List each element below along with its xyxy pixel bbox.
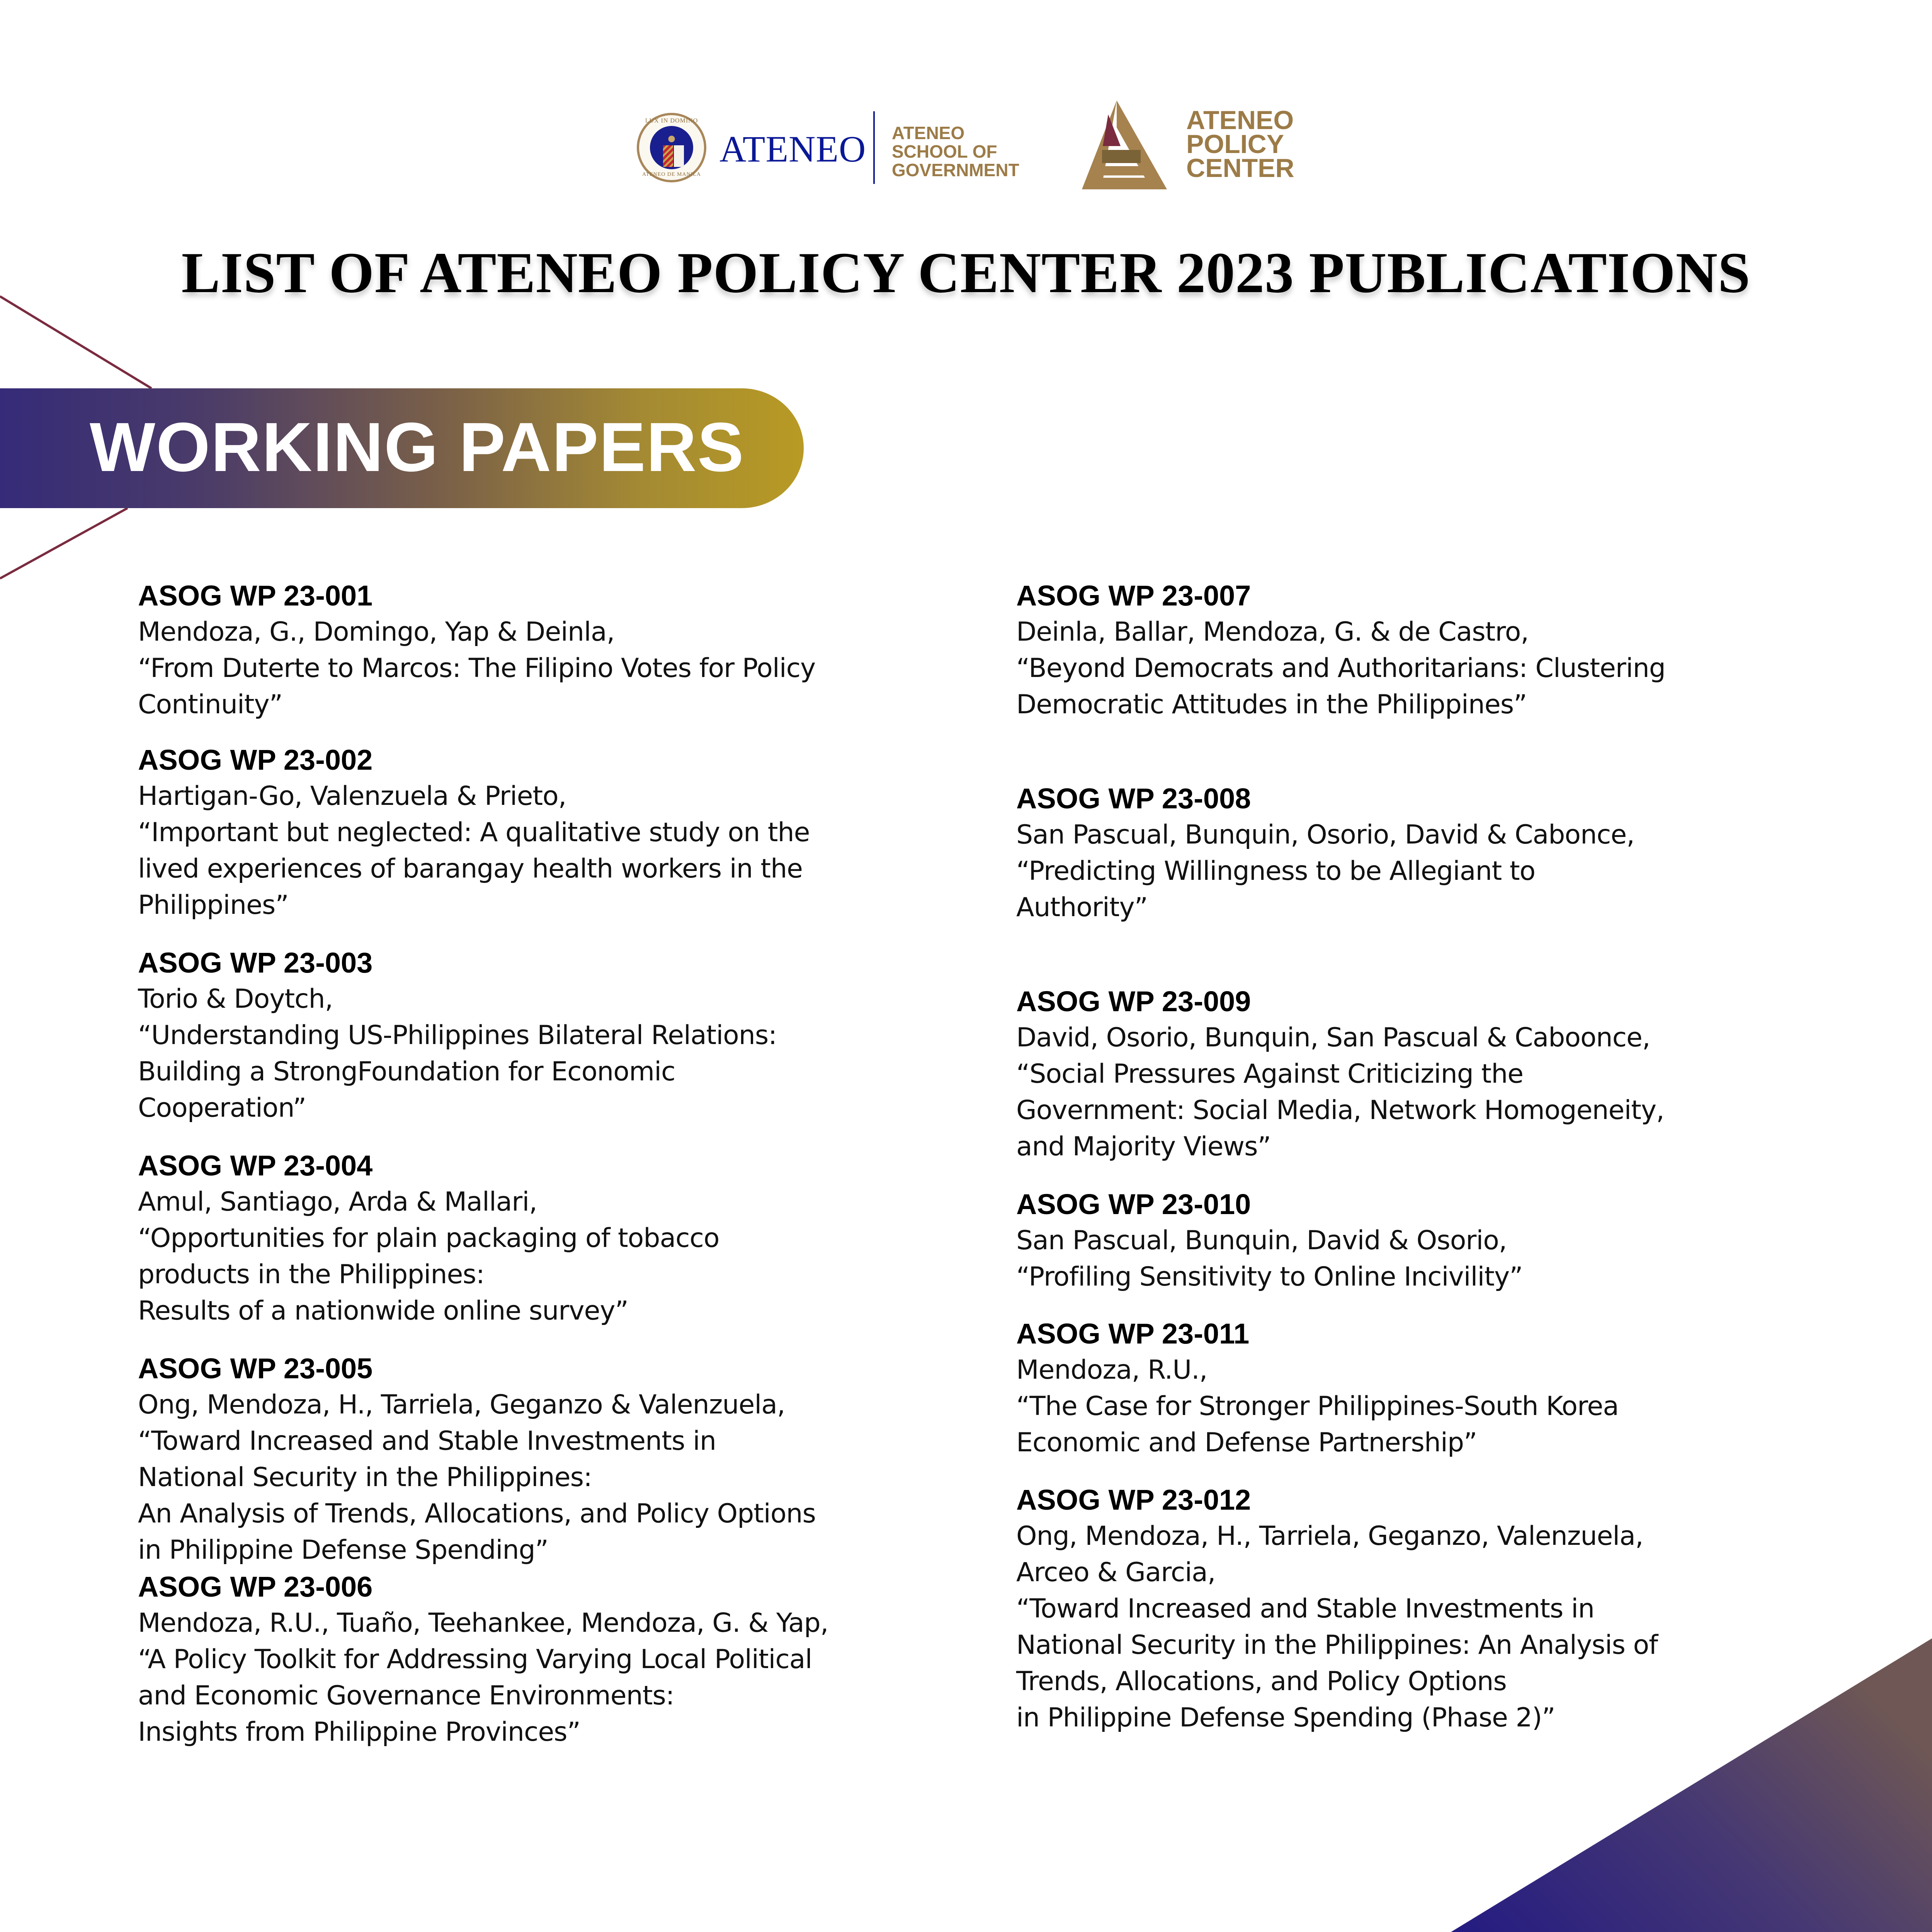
paper-title-line: An Analysis of Trends, Allocations, and Policy Options <box>138 1498 816 1529</box>
decorative-line-upper <box>0 296 151 388</box>
paper-title-line: and Economic Governance Environments: <box>138 1680 674 1711</box>
paper-title-line: “Beyond Democrats and Authoritarians: Clustering <box>1016 653 1665 684</box>
paper-title-line: National Security in the Philippines: <box>138 1462 592 1493</box>
policy-center-triangle-icon <box>1074 100 1167 189</box>
paper-id: ASOG WP 23-011 <box>1016 1318 1250 1350</box>
paper-entry <box>1016 983 1828 1165</box>
paper-entry <box>138 1350 969 1568</box>
paper-title-line: Trends, Allocations, and Policy Options <box>1016 1666 1507 1697</box>
paper-title-line: Cooperation” <box>138 1093 306 1123</box>
policy-center-logo-text <box>1186 105 1294 183</box>
paper-title-line: in Philippine Defense Spending (Phase 2)” <box>1016 1702 1555 1733</box>
paper-title-line: “A Policy Toolkit for Addressing Varying Local Political <box>138 1644 812 1675</box>
paper-id: ASOG WP 23-005 <box>138 1352 373 1384</box>
paper-id: ASOG WP 23-006 <box>138 1571 373 1603</box>
paper-entry <box>1016 1186 1828 1295</box>
seal-shield-stripes <box>663 145 673 167</box>
decorative-line-lower <box>0 508 128 578</box>
school-of-government-logo <box>892 124 1019 179</box>
apc-line-3: CENTER <box>1186 153 1294 183</box>
paper-title-line: lived experiences of barangay health workers in the <box>138 854 803 884</box>
paper-id: ASOG WP 23-012 <box>1016 1484 1251 1516</box>
paper-id: ASOG WP 23-010 <box>1016 1188 1251 1220</box>
paper-entry <box>1016 1316 1828 1461</box>
seal-ring-bottom-text: ATENEO DE MANILA <box>642 172 701 177</box>
paper-authors: San Pascual, Bunquin, David & Osorio, <box>1016 1225 1507 1256</box>
paper-title-line: “The Case for Stronger Philippines-South Korea <box>1016 1391 1619 1422</box>
paper-authors: Mendoza, R.U., Tuaño, Teehankee, Mendoza, G. & Yap, <box>138 1608 828 1638</box>
header-logos <box>634 104 1306 197</box>
paper-authors: Torio & Doytch, <box>138 984 333 1014</box>
section-banner-label: WORKING PAPERS <box>90 408 745 486</box>
paper-id: ASOG WP 23-007 <box>1016 580 1251 612</box>
paper-title-line: Authority” <box>1016 892 1148 923</box>
paper-title-line: Continuity” <box>138 689 282 720</box>
paper-title-line: Government: Social Media, Network Homogeneity, <box>1016 1095 1664 1126</box>
paper-id: ASOG WP 23-002 <box>138 744 373 776</box>
paper-entry <box>138 1569 969 1750</box>
paper-authors: Mendoza, G., Domingo, Yap & Deinla, <box>138 617 615 647</box>
paper-title-line: Results of a nationwide online survey” <box>138 1296 628 1326</box>
logo-divider <box>873 111 875 184</box>
paper-title-line: “From Duterte to Marcos: The Filipino Votes for Policy <box>138 653 816 684</box>
paper-entry <box>138 945 969 1126</box>
paper-entry <box>1016 578 1828 723</box>
paper-authors: Ong, Mendoza, H., Tarriela, Geganzo, Valenzuela, <box>1016 1521 1643 1551</box>
paper-title-line: “Important but neglected: A qualitative study on the <box>138 817 810 848</box>
page-title: LIST OF ATENEO POLICY CENTER 2023 PUBLICATIONS <box>181 241 1751 305</box>
paper-authors: Ong, Mendoza, H., Tarriela, Geganzo & Valenzuela, <box>138 1389 785 1420</box>
paper-title-line: “Predicting Willingness to be Allegiant to <box>1016 856 1536 886</box>
ateneo-wordmark: ATENEO <box>719 128 866 170</box>
section-banner <box>0 388 804 508</box>
asog-line-1: ATENEO <box>892 123 965 143</box>
paper-title-line: “Toward Increased and Stable Investments in <box>1016 1594 1594 1624</box>
paper-authors: Mendoza, R.U., <box>1016 1355 1208 1385</box>
paper-authors: Arceo & Garcia, <box>1016 1557 1216 1588</box>
paper-id: ASOG WP 23-008 <box>1016 782 1251 815</box>
paper-authors: San Pascual, Bunquin, Osorio, David & Cabonce, <box>1016 820 1634 850</box>
paper-title-line: “Toward Increased and Stable Investments in <box>138 1426 716 1456</box>
paper-id: ASOG WP 23-003 <box>138 947 373 979</box>
paper-authors: Hartigan-Go, Valenzuela & Prieto, <box>138 781 566 811</box>
paper-title-line: products in the Philippines: <box>138 1259 485 1290</box>
paper-title-line: “Social Pressures Against Criticizing the <box>1016 1059 1524 1089</box>
corner-triangle-decoration <box>1430 1623 1932 1932</box>
ateneo-seal-icon <box>637 113 706 182</box>
seal-shield-chain <box>674 145 684 167</box>
paper-title-line: Philippines” <box>138 890 289 920</box>
apc-line-2: POLICY <box>1186 129 1284 159</box>
paper-authors: David, Osorio, Bunquin, San Pascual & Caboonce, <box>1016 1022 1650 1053</box>
paper-entry <box>138 742 969 923</box>
paper-entry <box>1016 781 1828 926</box>
apc-line-1: ATENEO <box>1186 105 1294 135</box>
paper-id: ASOG WP 23-009 <box>1016 985 1251 1017</box>
paper-id: ASOG WP 23-001 <box>138 580 373 612</box>
paper-title-line: “Understanding US-Philippines Bilateral Relations: <box>138 1020 777 1051</box>
paper-title-line: Democratic Attitudes in the Philippines” <box>1016 689 1527 720</box>
asog-line-3: GOVERNMENT <box>892 160 1019 180</box>
paper-id: ASOG WP 23-004 <box>138 1150 373 1182</box>
paper-authors: Deinla, Ballar, Mendoza, G. & de Castro, <box>1016 617 1529 647</box>
paper-title-line: National Security in the Philippines: An Analysis of <box>1016 1630 1658 1660</box>
paper-title-line: and Majority Views” <box>1016 1131 1271 1162</box>
seal-ring-top-text: LUX IN DOMINO <box>645 117 698 124</box>
paper-title-line: “Opportunities for plain packaging of tobacco <box>138 1223 719 1253</box>
paper-entry <box>138 578 969 723</box>
asog-line-2: SCHOOL OF <box>892 141 997 162</box>
paper-title-line: Economic and Defense Partnership” <box>1016 1427 1477 1458</box>
paper-title-line: Insights from Philippine Provinces” <box>138 1717 580 1747</box>
paper-authors: Amul, Santiago, Arda & Mallari, <box>138 1187 537 1217</box>
paper-entry <box>138 1148 969 1329</box>
paper-title-line: “Profiling Sensitivity to Online Incivility” <box>1016 1262 1523 1292</box>
paper-title-line: in Philippine Defense Spending” <box>138 1535 548 1565</box>
paper-title-line: Building a StrongFoundation for Economic <box>138 1056 675 1087</box>
